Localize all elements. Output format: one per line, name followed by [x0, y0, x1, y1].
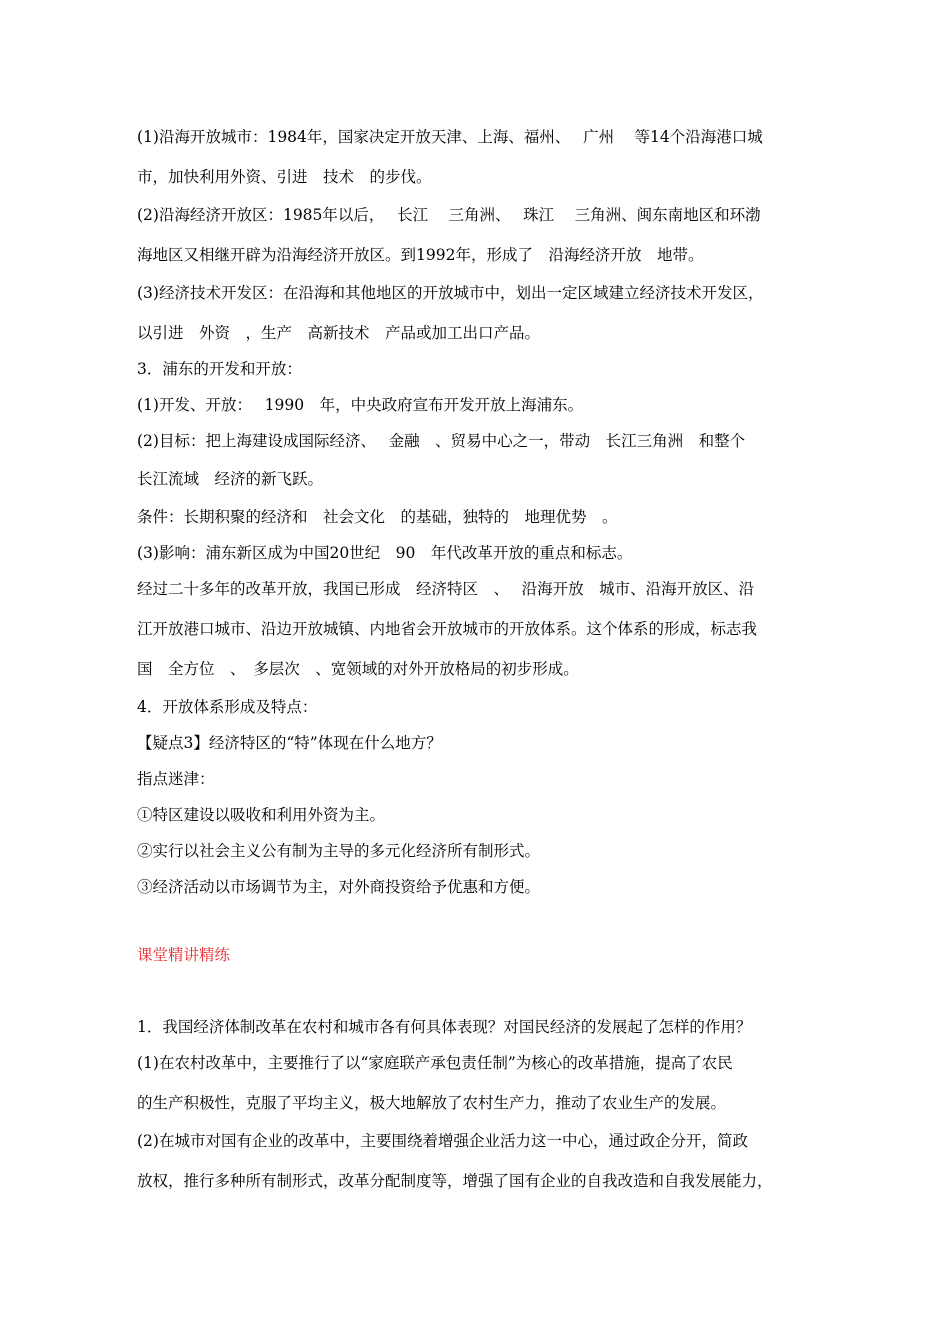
list-item: ①特区建设以吸收和利用外资为主。 [137, 806, 386, 824]
paragraph-line: (1)开发、开放： 1990 年，中央政府宣布开发开放上海浦东。 [137, 396, 584, 414]
paragraph-line: 经过二十多年的改革开放，我国已形成 经济特区 、 沿海开放 城市、沿海开放区、沿 [137, 580, 755, 598]
paragraph-line: (3)影响：浦东新区成为中国20世纪 90 年代改革开放的重点和标志。 [137, 544, 633, 562]
section-title: 课堂精讲精练 [137, 946, 231, 964]
paragraph-line: (1)沿海开放城市：1984年，国家决定开放天津、上海、福州、 广州 等14个沿海港口城 [137, 128, 763, 146]
paragraph-line: (2)在城市对国有企业的改革中，主要围绕着增强企业活力这一中心，通过政企分开，简政 [137, 1132, 748, 1150]
question-line: 1．我国经济体制改革在农村和城市各有何具体表现？对国民经济的发展起了怎样的作用？ [137, 1018, 752, 1036]
paragraph-line: 条件：长期积聚的经济和 社会文化 的基础，独特的 地理优势 。 [137, 508, 618, 526]
list-item: ②实行以社会主义公有制为主导的多元化经济所有制形式。 [137, 842, 541, 860]
paragraph-line: 国 全方位 、 多层次 、宽领域的对外开放格局的初步形成。 [137, 660, 579, 678]
list-item: ③经济活动以市场调节为主，对外商投资给予优惠和方便。 [137, 878, 541, 896]
paragraph-line: (1)在农村改革中，主要推行了以“家庭联产承包责任制”为核心的改革措施，提高了农民 [137, 1054, 733, 1072]
section-heading: 4．开放体系形成及特点： [137, 698, 318, 716]
section-heading: 3．浦东的开发和开放： [137, 360, 302, 378]
question-heading: 【疑点3】经济特区的“特”体现在什么地方？ [137, 734, 442, 752]
paragraph-line: 放权，推行多种所有制形式，改革分配制度等，增强了国有企业的自我改造和自我发展能力， [137, 1172, 773, 1190]
paragraph-line: 海地区又相继开辟为沿海经济开放区。到1992年，形成了 沿海经济开放 地带。 [137, 246, 704, 264]
paragraph-line: 的生产积极性，克服了平均主义，极大地解放了农村生产力，推动了农业生产的发展。 [137, 1094, 727, 1112]
paragraph-line: 长江流域 经济的新飞跃。 [137, 470, 324, 488]
paragraph-line: (2)目标：把上海建设成国际经济、 金融 、贸易中心之一，带动 长江三角洲 和整个 [137, 432, 746, 450]
paragraph-line: (3)经济技术开发区：在沿海和其他地区的开放城市中，划出一定区域建立经济技术开发区， [137, 284, 764, 302]
paragraph-line: 以引进 外资 ，生产 高新技术 产品或加工出口产品。 [137, 324, 541, 342]
paragraph-line: (2)沿海经济开放区：1985年以后， 长江 三角洲、 珠江 三角洲、闽东南地区和环渤 [137, 206, 761, 224]
paragraph-line: 指点迷津： [137, 770, 215, 788]
paragraph-line: 市，加快利用外资、引进 技术 的步伐。 [137, 168, 432, 186]
paragraph-line: 江开放港口城市、沿边开放城镇、内地省会开放城市的开放体系。这个体系的形成，标志我 [137, 620, 758, 638]
